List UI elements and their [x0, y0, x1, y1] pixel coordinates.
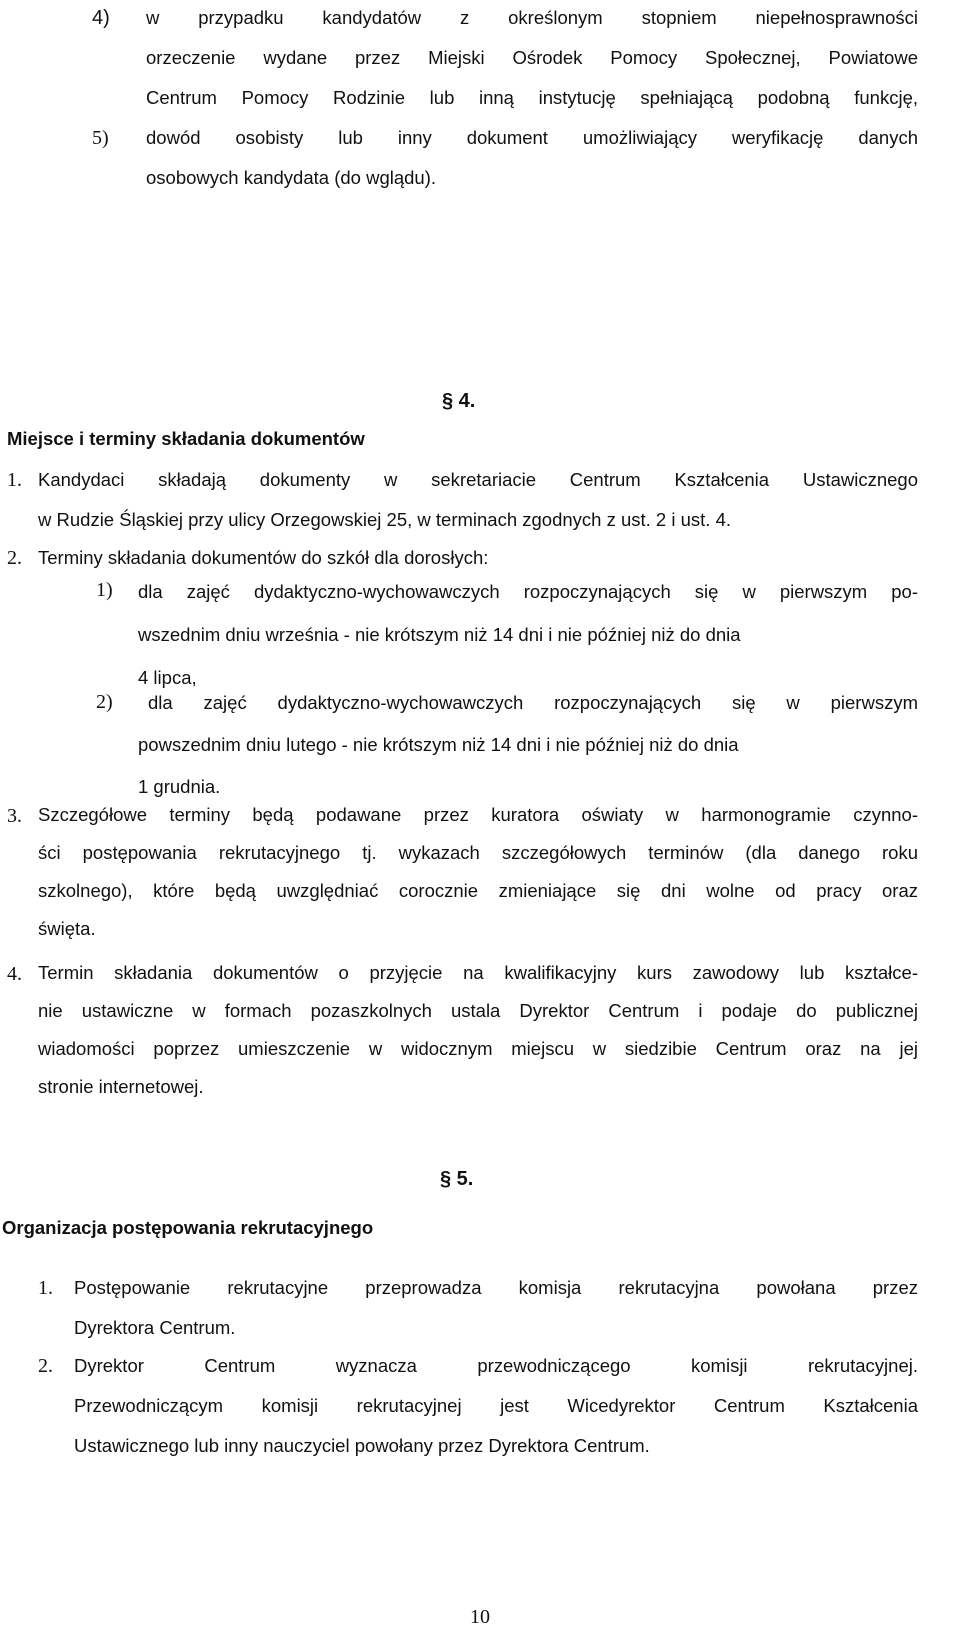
list-item-text	[74, 1346, 918, 1466]
text-line: Postępowanie rekrutacyjne przeprowadza komisja rekrutacyjna powołana przez	[74, 1277, 918, 1298]
list-number: 5)	[92, 127, 109, 149]
text-line: w Rudzie Śląskiej przy ulicy Orzegowskiej 25, w terminach zgodnych z ust. 2 i ust. 4.	[38, 509, 732, 530]
text-line: nie ustawiczne w formach pozaszkolnych ustala Dyrektor Centrum i podaje do publicznej	[38, 1000, 918, 1021]
list-item-text	[138, 570, 918, 699]
list-number: 1.	[38, 1277, 53, 1299]
list-item-text	[146, 118, 918, 198]
list-item-text	[146, 0, 918, 118]
section-mark: § 4.	[442, 390, 476, 412]
list-number: 4.	[7, 963, 22, 985]
text-line: szkolnego), które będą uwzględniać corocznie zmieniające się dni wolne od pracy oraz	[38, 880, 918, 901]
list-number: 4)	[92, 7, 110, 29]
text-line: Kandydaci składają dokumenty w sekretariacie Centrum Kształcenia Ustawicznego	[38, 469, 918, 490]
text-line: dla zajęć dydaktyczno-wychowawczych rozpoczynających się w pierwszym po-	[138, 581, 918, 602]
text-line: stronie internetowej.	[38, 1076, 204, 1097]
text-line: wiadomości poprzez umieszczenie w widocznym miejscu w siedzibie Centrum oraz na jej	[38, 1038, 918, 1059]
text-line: dla zajęć dydaktyczno-wychowawczych rozpoczynających się w pierwszym	[148, 692, 918, 713]
text-line: Centrum Pomocy Rodzinie lub inną instytucję spełniającą podobną funkcję,	[146, 87, 918, 108]
text-line: wszednim dniu września - nie krótszym niż 14 dni i nie później niż do dnia	[138, 624, 741, 645]
list-number: 1)	[96, 579, 113, 601]
text-line: 4 lipca,	[138, 667, 197, 688]
text-line: Szczegółowe terminy będą podawane przez kuratora oświaty w harmonogramie czynno-	[38, 804, 918, 825]
text-line: Dyrektora Centrum.	[74, 1317, 236, 1338]
list-item-text	[38, 796, 918, 948]
list-item-text	[38, 954, 918, 1106]
text-line: orzeczenie wydane przez Miejski Ośrodek Pomocy Społecznej, Powiatowe	[146, 47, 918, 68]
section-mark: § 5.	[440, 1168, 474, 1190]
text-line: 1 grudnia.	[138, 776, 221, 797]
text-line: święta.	[38, 918, 96, 939]
text-line: Dyrektor Centrum wyznacza przewodniczącego komisji rekrutacyjnej.	[74, 1355, 918, 1376]
list-item-text	[138, 682, 918, 808]
text-line: osobowych kandydata (do wglądu).	[146, 167, 437, 188]
text-line: w przypadku kandydatów z określonym stopniem niepełnosprawności	[146, 7, 918, 28]
page-number: 10	[470, 1606, 490, 1628]
text-line: ści postępowania rekrutacyjnego tj. wykazach szczegółowych terminów (dla danego roku	[38, 842, 918, 863]
section-heading: Miejsce i terminy składania dokumentów	[7, 428, 365, 449]
section-heading: Organizacja postępowania rekrutacyjnego	[2, 1217, 374, 1238]
text-line: Termin składania dokumentów o przyjęcie na kwalifikacyjny kurs zawodowy lub kształce-	[38, 962, 918, 983]
text-line: dowód osobisty lub inny dokument umożliwiający weryfikację danych	[146, 127, 918, 148]
list-number: 3.	[7, 805, 22, 827]
list-number: 2)	[96, 691, 113, 713]
list-item-text	[38, 460, 918, 540]
text-line: Terminy składania dokumentów do szkół dla dorosłych:	[38, 547, 489, 568]
text-line: Ustawicznego lub inny nauczyciel powołany przez Dyrektora Centrum.	[74, 1435, 650, 1456]
list-number: 1.	[7, 469, 22, 491]
list-number: 2.	[7, 547, 22, 569]
list-item-text	[74, 1268, 918, 1348]
text-line: powszednim dniu lutego - nie krótszym niż 14 dni i nie później niż do dnia	[138, 734, 739, 755]
list-number: 2.	[38, 1355, 53, 1377]
text-line: Przewodniczącym komisji rekrutacyjnej jest Wicedyrektor Centrum Kształcenia	[74, 1395, 918, 1416]
